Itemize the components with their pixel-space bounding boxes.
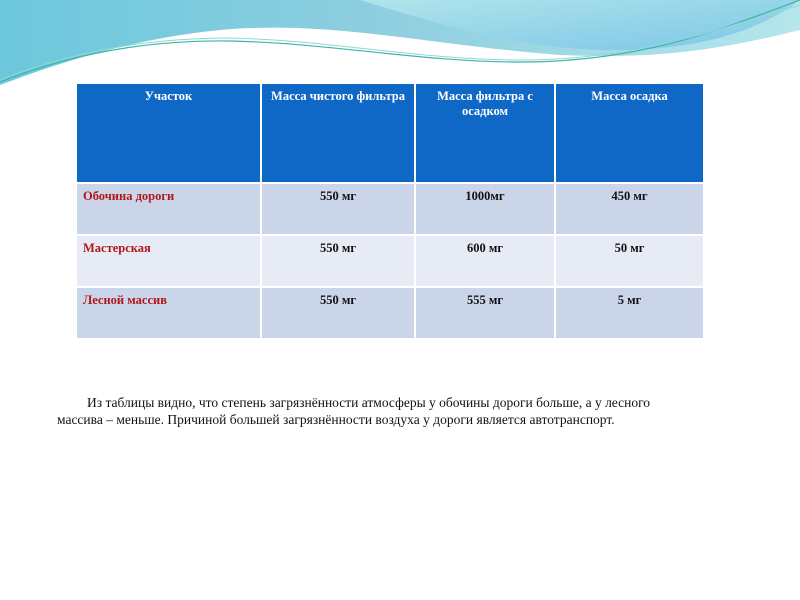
cell: 50 мг — [555, 235, 704, 287]
cell: 5 мг — [555, 287, 704, 339]
sediment-table — [75, 82, 705, 340]
site-name: Мастерская — [76, 235, 261, 287]
header-filter-with-sediment-mass: Масса фильтра с осадком — [415, 83, 555, 183]
conclusion-paragraph: Из таблицы видно, что степень загрязнённости атмосферы у обочины дороги больше, а у лесного массива – меньше. Причиной большей загрязнённости воздуха у дороги является автотранспорт. — [57, 394, 651, 427]
site-name: Лесной массив — [76, 287, 261, 339]
cell: 1000мг — [415, 183, 555, 235]
table-row — [76, 287, 704, 339]
header-clean-filter-mass: Масса чистого фильтра — [261, 83, 415, 183]
site-name: Обочина дороги — [76, 183, 261, 235]
cell: 600 мг — [415, 235, 555, 287]
table-header-row — [76, 83, 704, 183]
cell: 550 мг — [261, 287, 415, 339]
table-row — [76, 183, 704, 235]
table-row — [76, 235, 704, 287]
cell: 450 мг — [555, 183, 704, 235]
header-site: Участок — [76, 83, 261, 183]
cell: 555 мг — [415, 287, 555, 339]
header-sediment-mass: Масса осадка — [555, 83, 704, 183]
cell: 550 мг — [261, 235, 415, 287]
cell: 550 мг — [261, 183, 415, 235]
